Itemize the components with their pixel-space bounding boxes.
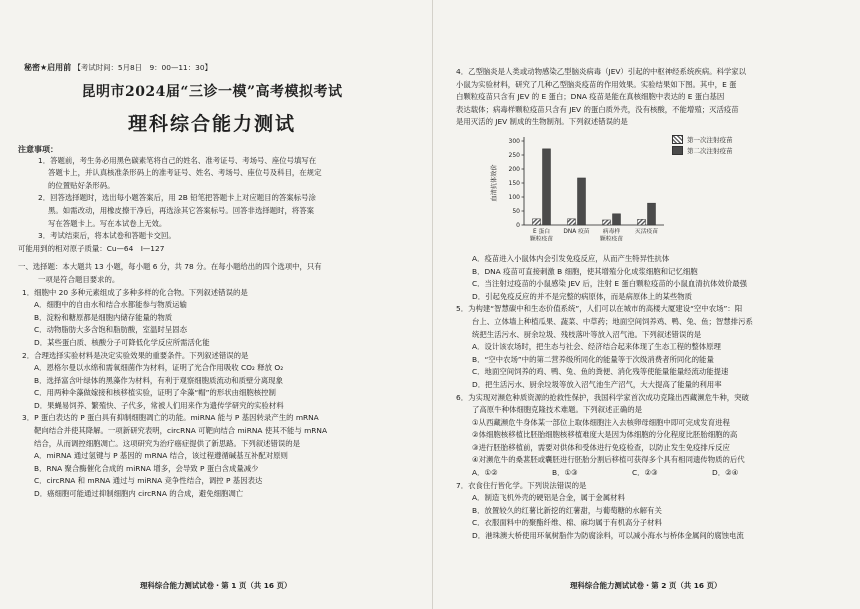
exam-title: 昆明市2024届“三诊一模”高考模拟考试 [81, 83, 343, 100]
question-3-stem-cont: 结合，从而调控细胞凋亡。这项研究为治疗癌症提供了新思路。下列叙述错误的是 [34, 438, 301, 448]
question-6-choices [456, 467, 838, 480]
question-5-option-a: A．设计该农场时，把生态与社会、经济结合起来体现了生态工程的整体原理 [472, 342, 721, 352]
subject-title: 理科综合能力测试 [127, 112, 296, 135]
y-tick-label: 150 [508, 180, 520, 188]
question-2-stem: 2．合理选择实验材料是决定实验效果的重要条件。下列叙述错误的是 [22, 350, 249, 360]
y-tick-label: 0 [516, 222, 520, 230]
question-5-option-d: D．把生活污水、厨余垃圾等放入沼气池生产沼气，大大提高了能量的利用率 [472, 379, 722, 389]
note-line: 写在答题卡上。写在本试卷上无效。 [48, 218, 167, 228]
x-category-label: 病毒样 [602, 228, 621, 235]
question-1-option-c: C．动物脂肪大多含饱和脂肪酸，室温时呈固态 [34, 325, 187, 335]
question-6-choice-d: D．②④ [712, 468, 739, 478]
question-4-option-b: B．DNA 疫苗可直接刺激 B 细胞，使其增殖分化成浆细胞和记忆细胞 [472, 266, 698, 276]
question-7-option-b: B．放置较久的红薯比新挖的红薯甜，与葡萄糖的水解有关 [472, 505, 662, 515]
question-1-option-b: B．淀粉和糖原都是细胞内储存能量的物质 [34, 312, 173, 322]
y-tick-label: 100 [508, 194, 520, 202]
exam-time: 【考试时间：5月8日 9：00—11：30】 [73, 63, 212, 72]
question-1-option-d: D．某些蛋白质、核酸分子可降低化学反应所需活化能 [34, 337, 210, 347]
note-line: 1．答题前，考生务必用黑色碳素笔将自己的姓名、准考证号、考场号、座位号填写在 [38, 155, 317, 165]
question-5-stem-cont: 台上、立体墙上种植瓜果、蔬菜、中草药；地面空间饲养鸡、鸭、兔、鱼；智慧排污系 [472, 316, 753, 326]
question-4-stem-cont: 是用灭活的 JEV 制成的生物制剂。下列叙述错误的是 [456, 117, 628, 127]
page-1 [0, 0, 424, 609]
question-7-option-c: C．衣服面料中的聚酯纤维、棉、麻均属于有机高分子材料 [472, 518, 662, 528]
section-intro: 一、选择题：本大题共 13 小题，每小题 6 分，共 78 分。在每小题给出的四个选项中，只有 [18, 262, 322, 272]
question-3-option-c: C．circRNA 和 mRNA 通过与 miRNA 竞争性结合，调控 P 基因表达 [34, 476, 263, 486]
bar-second-dose [648, 203, 656, 225]
bar-first-dose [603, 220, 611, 225]
note-line: 答题卡上，并认真核准条形码上的准考证号、姓名、考场号、座位号及科目，在规定 [48, 168, 322, 178]
question-6-stem-cont: 了高原牛种体细胞克隆技术难题。下列叙述正确的是 [472, 405, 642, 415]
question-4-stem-cont: 白颗粒疫苗只含有 JEV 的 E 蛋白；DNA 疫苗是能在真核细胞中表达的 E 蛋白基因 [456, 92, 725, 102]
page-2-footer: 理科综合能力测试试卷・第 2 页（共 16 页） [570, 581, 722, 590]
bar-second-dose [578, 178, 586, 225]
question-2-option-a: A．恩格尔曼以水绵和需氧细菌作为材料，证明了光合作用吸收 CO₂ 释放 O₂ [34, 363, 284, 373]
question-6-item-1: ①从西藏濒危牛身体某一部位上取体细胞注入去核卵母细胞中即可完成发育进程 [472, 417, 730, 427]
question-5-stem-cont: 统把生活污水、厨余垃圾、残枝落叶等放入沼气池。下列叙述错误的是 [472, 329, 702, 339]
page-divider [432, 0, 433, 609]
page-1-footer: 理科综合能力测试试卷・第 1 页（共 16 页） [140, 581, 292, 590]
legend-swatch-second [672, 146, 683, 155]
bar-first-dose [638, 219, 646, 225]
question-5-option-c: C．地面空间饲养的鸡、鸭、兔、鱼的粪便、消化残等使能量能量经流动能提速 [472, 367, 729, 377]
legend-item-second-dose [672, 146, 733, 157]
question-4-option-d: D．引起免疫反应的并不是完整的病原体，而是病原体上的某些物质 [472, 291, 693, 301]
question-7-stem: 7．衣食住行皆化学。下列说法错误的是 [456, 480, 587, 490]
question-3-option-d: D．癌细胞可能通过抑制细胞内 circRNA 的合成，避免细胞凋亡 [34, 489, 244, 499]
bar-second-dose [543, 149, 551, 225]
question-2-option-d: D．果蝇易饲养、繁殖快、子代多，常被人们用来作为遗传学研究的实验材料 [34, 400, 284, 410]
x-category-label: 灭活疫苗 [634, 228, 659, 235]
note-line: 3．考试结束后，将本试卷和答题卡交回。 [38, 231, 176, 241]
x-category-label: DNA 疫苗 [563, 228, 590, 235]
question-3-stem: 3．P 蛋白表达的 P 蛋白具有抑制细胞凋亡的功能。miRNA 能与 P 基因转录产生的 mRNA [22, 413, 319, 423]
notes-heading: 注意事项： [18, 144, 58, 154]
y-tick-label: 50 [512, 208, 520, 216]
question-1-stem: 1．细胞中 20 多种元素组成了多种多样的化合物。下列叙述错误的是 [22, 287, 248, 297]
question-6-choice-b: B．①③ [552, 468, 578, 478]
chart-legend [672, 135, 733, 157]
question-5-option-b: B．“空中农场”中的第二营养级所同化的能量等于次级消费者所同化的能量 [472, 354, 714, 364]
question-4-option-c: C．当注射过疫苗的小鼠感染 JEV 后，注射 E 蛋白颗粒疫苗的小鼠血清抗体效价最强 [472, 279, 748, 289]
section-intro-cont: 一项是符合题目要求的。 [38, 274, 120, 284]
page-2 [440, 0, 860, 609]
y-tick-label: 200 [508, 166, 520, 174]
question-4-stem-cont: 表达载体；病毒样颗粒疫苗只含有 JEV 的蛋白质外壳，没有核酸，不能增殖；灭活疫苗 [456, 104, 739, 114]
atomic-mass: 可能用到的相对原子质量：Cu—64 I—127 [18, 243, 165, 253]
y-tick-label: 300 [508, 138, 520, 146]
x-category-label: 颗粒疫苗 [529, 236, 554, 243]
legend-label-second: 第二次注射疫苗 [687, 146, 733, 155]
bar-first-dose [533, 219, 541, 225]
legend-swatch-first [672, 135, 683, 144]
question-3-option-a: A．miRNA 通过氢键与 P 基因的 mRNA 结合，该过程遵循碱基互补配对原则 [34, 451, 288, 461]
bar-first-dose [568, 219, 576, 225]
y-tick-label: 250 [508, 152, 520, 160]
question-4-stem-cont: 小鼠为实验材料，研究了几种乙型脑炎疫苗的作用效果。实验结果如下图。其中，E 蛋 [456, 79, 737, 89]
x-category-label: 颗粒疫苗 [599, 236, 624, 243]
question-5-stem: 5．为构建“智慧碳中和生态价值系统”，人们可以在城市的高楼大厦建设“空中农场”：阳 [456, 304, 743, 314]
legend-label-first: 第一次注射疫苗 [687, 135, 733, 144]
confidential-label: 秘密★启用前 [24, 63, 72, 72]
question-6-item-2: ②体细胞核移植比胚胎细胞核移植难度大是因为体细胞的分化程度比胚胎细胞的高 [472, 430, 738, 440]
note-line: 的位置贴好条形码。 [48, 180, 115, 190]
question-3-option-b: B．RNA 聚合酶催化合成的 miRNA 增多，会导致 P 蛋白含成量减少 [34, 463, 259, 473]
y-axis-label: 血清抗体效价 [491, 164, 498, 202]
bar-second-dose [613, 214, 621, 225]
question-7-option-a: A．制造飞机外壳的硬铝是合金，属于金属材料 [472, 493, 625, 503]
note-line: 2．回答选择题时，选出每小题答案后，用 2B 铅笔把答题卡上对应题目的答案标号涂 [38, 193, 316, 203]
question-4-stem: 4．乙型脑炎是人类或动物感染乙型脑炎病毒（JEV）引起的中枢神经系统疾病。科学家以 [456, 67, 747, 76]
question-6-item-4: ④对濒危牛的桑葚胚或囊胚进行胚胎分割后移植可获得多个具有相同遗传物质的后代 [472, 455, 745, 465]
question-7-option-d: D．港珠澳大桥使用环氧树脂作为防腐涂料，可以减小海水与桥体金属间的腐蚀电流 [472, 531, 744, 541]
note-line: 黑。如需改动，用橡皮擦干净后，再选涂其它答案标号。回答非选择题时，将答案 [48, 205, 315, 215]
question-1-option-a: A．细胞中的自由水和结合水都能参与物质运输 [34, 300, 187, 310]
question-6-item-3: ③进行胚胎移植前，需要对供体和受体进行免疫检查，以防止发生免疫排斥反应 [472, 442, 730, 452]
question-2-option-b: B．选择富含叶绿体的黑藻作为材料，有利于观察细胞质流动和质壁分离现象 [34, 375, 283, 385]
antibody-titer-chart [486, 133, 756, 251]
question-3-stem-cont: 靶向结合并使其降解。一项新研究表明，circRNA 可靶向结合 miRNA 使其不能与 mRNA [34, 426, 328, 436]
question-2-option-c: C．用两种伞藻做嫁接和核移植实验，证明了伞藻“帽”的形状由细胞核控制 [34, 388, 276, 398]
question-6-choice-a: A．①② [472, 468, 498, 478]
legend-item-first-dose [672, 135, 733, 146]
question-4-option-a: A．疫苗进入小鼠体内会引发免疫反应，从而产生特异性抗体 [472, 253, 670, 263]
x-category-label: E 蛋白 [532, 228, 551, 235]
question-6-stem: 6．为实现对濒危种质资源的抢救性保护，我国科学家首次成功克隆出西藏濒危牛种，突破 [456, 392, 749, 402]
question-6-choice-c: C．②③ [632, 468, 658, 478]
